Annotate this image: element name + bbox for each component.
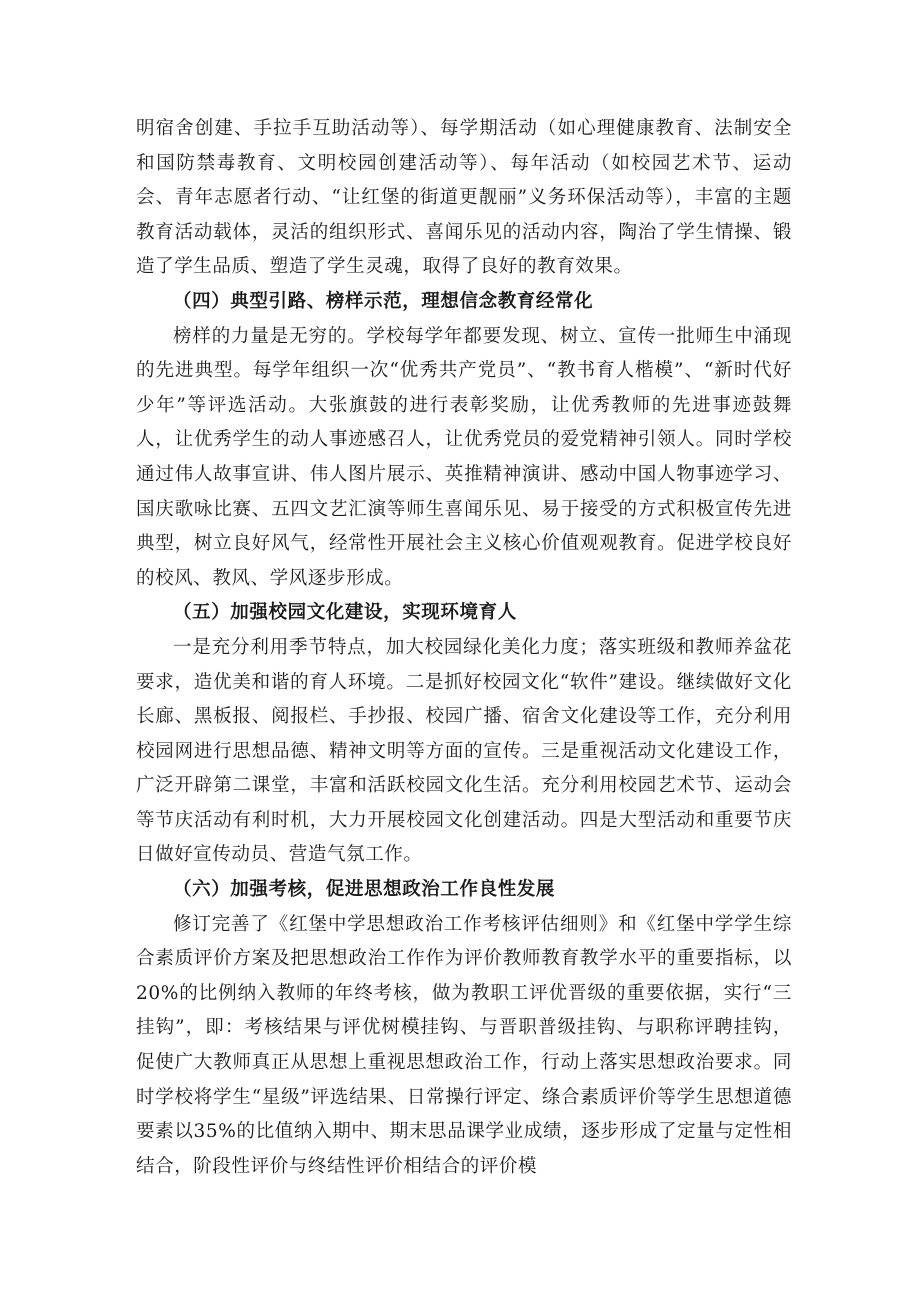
section-heading-5: （五）加强校园文化建设，实现环境育人 [173, 602, 517, 624]
document-body [136, 112, 792, 1184]
paragraph-role-models: 榜样的力量是无穷的。学校每学年都要发现、树立、宣传一批师生中涌现的先进典型。每学年组织一次“优秀共产党员”、“教书育人楷模”、“新时代好少年”等评选活动。大张旗鼓的进行表彰奖励，让优秀教师的先进事迹鼓舞人，让优秀学生的动人事迹感召人，让优秀党员的爱党精神引领人。同时学校通过伟人故事宣讲、伟人图片展示、英推精神演讲、感动中国人物事迹学习、国庆歌咏比赛、五四文艺汇演等师生喜闻乐见、易于接受的方式积极宣传先进典型，树立良好风气，经常性开展社会主义核心价值观观教育。促进学校良好的校风、教风、学风逐步形成。 [136, 325, 792, 589]
paragraph-campus-culture: 一是充分利用季节特点，加大校园绿化美化力度；落实班级和教师养盆花要求，造优美和谐的育人环境。二是抓好校园文化“软件”建设。继续做好文化长廊、黑板报、阅报栏、手抄报、校园广播、宿舍文化建设等工作，充分利用校园网进行思想品德、精神文明等方面的宣传。三是重视活动文化建设工作，广泛开辟第二课堂，丰富和活跃校园文化生活。充分利用校园艺术节、运动会等节庆活动有利时机，大力开展校园文化创建活动。四是大型活动和重要节庆日做好宣传动员、营造气氛工作。 [136, 636, 792, 866]
paragraph-assessment: 修订完善了《红堡中学思想政治工作考核评估细则》和《红堡中学学生综合素质评价方案及把思想政治工作作为评价教师教育教学水平的重要指标，以20%的比例纳入教师的年终考核，做为教职工评优晋级的重要依据，实行“三挂钩”，即：考核结果与评优树模挂钩、与晋职普级挂钩、与职称评聘挂钩，促使广大教师真正从思想上重视思想政治工作，行动上落实思想政治要求。同时学校将学生“星级”评选结果、日常操行评定、绦合素质评价等学生思想道德要素以35%的比值纳入期中、期末思品课学业成绩，逐步形成了定量与定性相结合，阶段性评价与终结性评价相结合的评价模 [136, 913, 792, 1177]
paragraph-activities-continued: 明宿舍创建、手拉手互助活动等）、每学期活动（如心理健康教育、法制安全和国防禁毒教育、文明校园创建活动等）、每年活动（如校园艺术节、运动会、青年志愿者行动、“让红堡的街道更靓丽”义务环保活动等），丰富的主题教育活动载体，灵活的组织形式、喜闻乐见的活动内容，陶治了学生情操、锻造了学生品质、塑造了学生灵魂，取得了良好的教育效果。 [136, 118, 792, 278]
section-heading-4: （四）典型引路、榜样示范，理想信念教育经常化 [173, 290, 594, 312]
section-heading-6: （六）加强考核，促进思想政治工作良性发展 [173, 879, 556, 901]
